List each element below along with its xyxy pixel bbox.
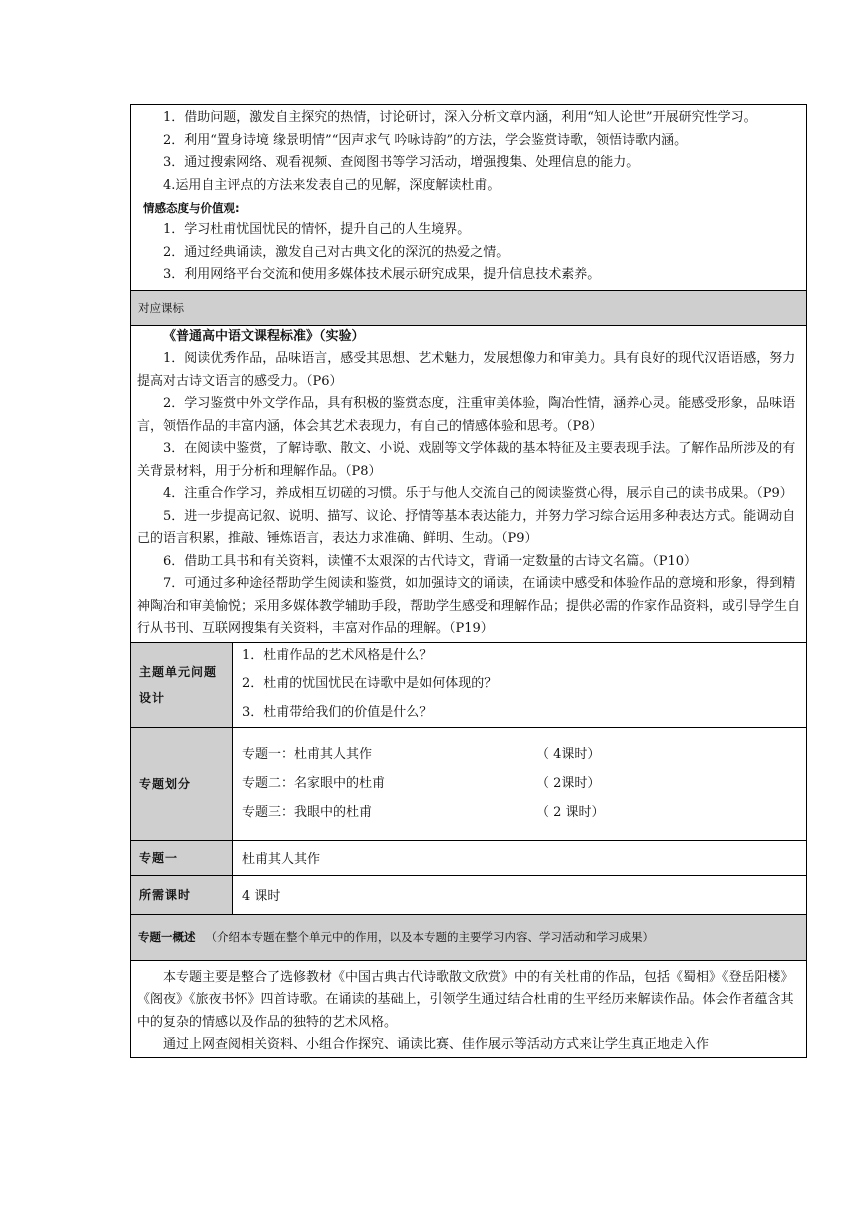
question-1: 1．杜甫作品的艺术风格是什么？ [242, 647, 433, 663]
objective-4: 4.运用自主评点的方法来发表自己的见解，深度解读杜甫。 [163, 177, 501, 193]
questions-row [131, 643, 806, 728]
lesson-plan-table [130, 104, 807, 1058]
overview-header [131, 915, 806, 961]
standard-item-2: 2．学习鉴赏中外文学作品，具有积极的鉴赏态度，注重审美体验，陶冶性情，涵养心灵。能感受形象，品味语言，领悟作品的丰富内涵，体会其艺术表现力，有自己的情感体验和思考。（P8） [137, 396, 796, 434]
topics-label-cell [131, 728, 233, 840]
hours-row [131, 876, 806, 915]
topic-hours-1: （ 4课时） [536, 747, 601, 762]
question-2: 2．杜甫的忧国忧民在诗歌中是如何体现的？ [242, 675, 498, 691]
topic-hours-2: （ 2课时） [536, 776, 601, 791]
topic-row-1 [233, 740, 806, 769]
topics-content [233, 728, 806, 840]
questions-content [233, 643, 806, 727]
standards-title: 《普通高中语文课程标准》（实验） [163, 328, 365, 344]
standards-header [131, 291, 806, 326]
standard-item-5: 5．进一步提高记叙、说明、描写、议论、抒情等基本表达能力，并努力学习综合运用多种表达方式。能调动自己的语言积累，推敲、锤炼语言，表达力求准确、鲜明、生动。（P9） [137, 508, 796, 546]
hours-label-cell [131, 876, 233, 914]
overview-label: 专题一概述 [138, 930, 196, 944]
overview-note: （介绍本专题在整个单元中的作用，以及本专题的主要学习内容、学习活动和学习成果） [205, 930, 654, 944]
topic-name-1: 专题一：杜甫其人其作 [242, 747, 373, 762]
standard-item-1: 1．阅读优秀作品，品味语言，感受其思想、艺术魅力，发展想像力和审美力。具有良好的现代汉语语感，努力提高对古诗文语言的感受力。（P6） [137, 351, 796, 389]
topic1-value: 杜甫其人其作 [242, 852, 321, 867]
topic1-label: 专题一 [139, 850, 179, 865]
objective-2: 2．利用“置身诗境 缘景明情”“因声求气 吟咏诗韵”的方法，学会鉴赏诗歌，领悟诗歌内涵。 [163, 132, 688, 148]
questions-label-cell [131, 643, 233, 727]
emotion-item-2: 2．通过经典诵读，激发自己对古典文化的深沉的热爱之情。 [163, 244, 510, 260]
topic1-value-cell [233, 841, 806, 875]
emotion-label: 情感态度与价值观: [143, 201, 240, 215]
standards-header-label: 对应课标 [138, 300, 184, 315]
hours-label: 所需课时 [139, 887, 192, 902]
hours-value: 4 课时 [242, 889, 281, 904]
hours-value-cell [233, 876, 806, 914]
topic1-row [131, 841, 806, 876]
overview-paragraph-1: 本专题主要是整合了选修教材《中国古典古代诗歌散文欣赏》中的有关杜甫的作品，包括《蜀相》《登岳阳楼》《阁夜》《旅夜书怀》四首诗歌。在诵读的基础上，引领学生通过结合杜甫的生平经历来解读作品。体会作者蕴含其中的复杂的情感以及作品的独特的艺术风格。 [137, 969, 794, 1030]
standard-item-6: 6．借助工具书和有关资料，读懂不太艰深的古代诗文，背诵一定数量的古诗文名篇。（P10） [163, 553, 698, 569]
topics-label: 专题划分 [139, 776, 192, 791]
emotion-item-3: 3．利用网络平台交流和使用多媒体技术展示研究成果，提升信息技术素养。 [163, 267, 601, 282]
standard-item-7: 7．可通过多种途径帮助学生阅读和鉴赏，如加强诗文的诵读，在诵读中感受和体验作品的意境和形象，得到精神陶冶和审美愉悦；采用多媒体教学辅助手段，帮助学生感受和理解作品；提供必需的作家作品资料，或引导学生自行从书刊、互联网搜集有关资料，丰富对作品的理解。（P19） [137, 576, 801, 636]
objective-1: 1．借助问题，激发自主探究的热情，讨论研讨，深入分析文章内涵，利用“知人论世”开展研究性学习。 [163, 110, 757, 125]
emotion-item-1: 1．学习杜甫忧国忧民的情怀，提升自己的人生境界。 [163, 222, 471, 237]
topic-row-3 [233, 798, 806, 827]
topic-hours-3: （ 2 课时） [536, 805, 605, 820]
standard-item-3: 3．在阅读中鉴赏，了解诗歌、散文、小说、戏剧等文学体裁的基本特征及主要表现手法。了解作品所涉及的有关背景材料，用于分析和理解作品。（P8） [137, 441, 796, 479]
objective-3: 3．通过搜索网络、观看视频、查阅图书等学习活动，增强搜集、处理信息的能力。 [163, 155, 640, 170]
objectives-section [131, 105, 806, 291]
standards-section [131, 326, 806, 643]
topic-row-2 [233, 769, 806, 798]
overview-paragraph-2: 通过上网查阅相关资料、小组合作探究、诵读比赛、佳作展示等活动方式来让学生真正地走入作 [163, 1037, 710, 1052]
standard-item-4: 4．注重合作学习，养成相互切磋的习惯。乐于与他人交流自己的阅读鉴赏心得，展示自己的读书成果。（P9） [163, 486, 793, 501]
topics-row [131, 728, 806, 841]
topic1-label-cell [131, 841, 233, 875]
questions-label: 主题单元问题设计 [139, 664, 218, 705]
topic-name-2: 专题二：名家眼中的杜甫 [242, 776, 386, 791]
topic-name-3: 专题三：我眼中的杜甫 [242, 805, 373, 820]
overview-section [131, 961, 806, 1058]
question-3: 3．杜甫带给我们的价值是什么？ [242, 704, 433, 720]
